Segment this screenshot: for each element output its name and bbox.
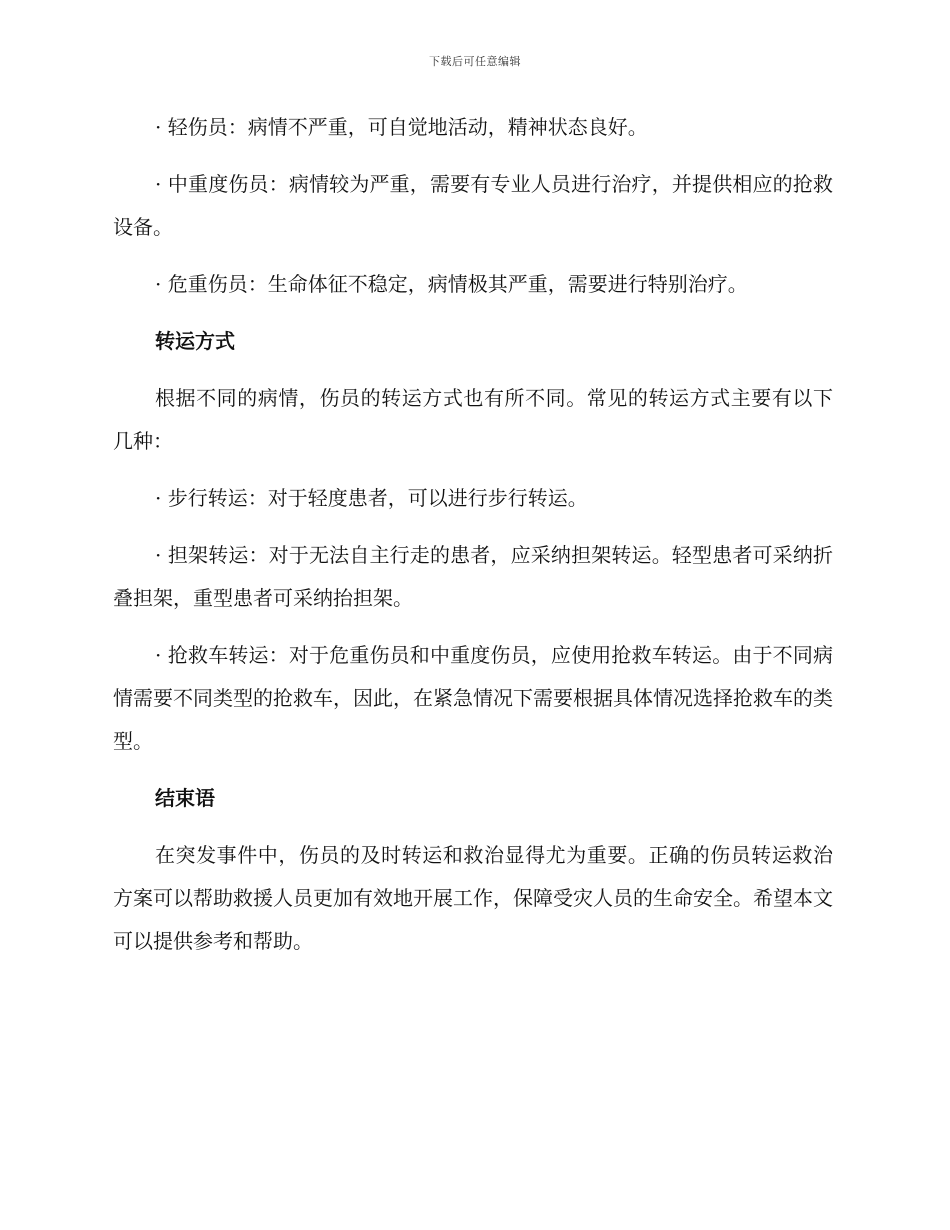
heading-conclusion: 结束语 (155, 786, 215, 810)
heading-transport-methods: 转运方式 (155, 329, 235, 353)
paragraph-conclusion: 在突发事件中，伤员的及时转运和救治显得尤为重要。正确的伤员转运救治方案可以帮助救援人员更加有效地开展工作，保障受灾人员的生命安全。希望本文可以提供参考和帮助。 (113, 843, 833, 953)
paragraph-critical-injury: · 危重伤员：生命体征不稳定，病情极其严重，需要进行特别治疗。 (155, 272, 748, 296)
paragraph-stretcher-transport: · 担架转运：对于无法自主行走的患者，应采纳担架转运。轻型患者可采纳折叠担架，重型患者可采纳抬担架。 (113, 543, 833, 610)
page-header: 下载后可任意编辑 (429, 55, 521, 68)
paragraph-walking-transport: · 步行转运：对于轻度患者，可以进行步行转运。 (155, 486, 588, 510)
paragraph-light-injury: · 轻伤员：病情不严重，可自觉地活动，精神状态良好。 (155, 115, 648, 139)
document-body (113, 106, 833, 977)
paragraph-ambulance-transport: · 抢救车转运：对于危重伤员和中重度伤员，应使用抢救车转运。由于不同病情需要不同类型的抢救车，因此，在紧急情况下需要根据具体情况选择抢救车的类型。 (113, 643, 833, 753)
paragraph-moderate-injury: · 中重度伤员：病情较为严重，需要有专业人员进行治疗，并提供相应的抢救设备。 (113, 172, 833, 239)
paragraph-transport-intro: 根据不同的病情，伤员的转运方式也有所不同。常见的转运方式主要有以下几种： (113, 386, 833, 453)
